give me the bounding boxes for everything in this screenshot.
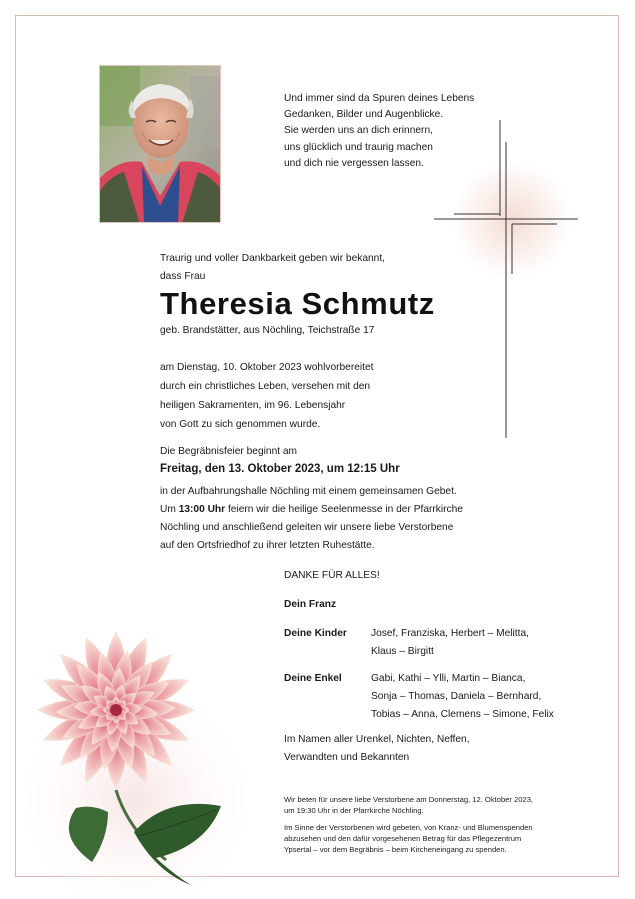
husband bbox=[284, 596, 336, 614]
donation-note bbox=[284, 822, 533, 856]
funeral-line: in der Aufbahrungshalle Nöchling mit einem gemeinsamen Gebet. bbox=[160, 486, 457, 497]
others-line: Im Namen aller Urenkel, Nichten, Neffen, bbox=[284, 734, 470, 745]
funeral-details bbox=[160, 483, 463, 555]
funeral-intro-line: Die Begräbnisfeier beginnt am bbox=[160, 446, 298, 457]
grandchildren-line: Sonja – Thomas, Daniela – Bernhard, bbox=[371, 690, 542, 702]
other-mourners bbox=[284, 731, 470, 767]
children-names bbox=[371, 625, 529, 661]
grandchildren-names bbox=[371, 670, 554, 723]
deceased-details bbox=[160, 322, 374, 340]
children-label: Deine Kinder bbox=[284, 628, 347, 639]
poem-line: Und immer sind da Spuren deines Lebens bbox=[284, 93, 475, 104]
children-line: Josef, Franziska, Herbert – Melitta, bbox=[371, 628, 529, 639]
grandchildren-line: Gabi, Kathi – Ylli, Martin – Bianca, bbox=[371, 673, 526, 684]
funeral-line: auf den Ortsfriedhof zu ihrer letzten Ruhestätte. bbox=[160, 540, 375, 551]
birth-name-address: geb. Brandstätter, aus Nöchling, Teichstraße 17 bbox=[160, 325, 375, 336]
grandchildren-row bbox=[284, 670, 604, 726]
others-line: Verwandten und Bekannten bbox=[284, 751, 410, 763]
husband-name: Dein Franz bbox=[284, 599, 337, 610]
announcement-intro bbox=[160, 250, 385, 286]
poem-line: Sie werden uns an dich erinnern, bbox=[284, 125, 433, 137]
poem-line: und dich nie vergessen lassen. bbox=[284, 157, 424, 169]
poem-line: uns glücklich und traurig machen bbox=[284, 141, 433, 153]
funeral-line bbox=[160, 501, 463, 519]
mass-time: 13:00 Uhr bbox=[178, 504, 226, 515]
cross-icon bbox=[430, 120, 580, 440]
death-line: durch ein christliches Leben, versehen mit den bbox=[160, 381, 371, 392]
funeral-line2-pre: Um bbox=[160, 504, 179, 515]
prayer-line: Wir beten für unsere liebe Verstorbene am Donnerstag, 12. Oktober 2023, bbox=[284, 795, 534, 804]
death-line: heiligen Sakramenten, im 96. Lebensjahr bbox=[160, 400, 346, 411]
children-row bbox=[284, 625, 584, 665]
dahlia-center bbox=[110, 704, 122, 716]
deceased-name: Theresia Schmutz bbox=[160, 286, 435, 321]
donation-line: Im Sinne der Verstorbenen wird gebeten, von Kranz- und Blumenspenden bbox=[284, 823, 533, 832]
grandchildren-line: Tobias – Anna, Clemens – Simone, Felix bbox=[371, 708, 554, 720]
intro-line: dass Frau bbox=[160, 270, 206, 282]
death-line: am Dienstag, 10. Oktober 2023 wohlvorbereitet bbox=[160, 362, 374, 373]
death-line: von Gott zu sich genommen wurde. bbox=[160, 419, 321, 430]
thanks-text: DANKE FÜR ALLES! bbox=[284, 570, 380, 581]
dahlia-flower-illustration bbox=[16, 600, 256, 890]
grandchildren-label: Deine Enkel bbox=[284, 673, 342, 684]
death-announcement bbox=[160, 358, 374, 434]
portrait-photo bbox=[99, 65, 221, 223]
donation-line: Ypsertal – vor dem Begräbnis – beim Kircheneingang zu spenden. bbox=[284, 845, 507, 855]
prayer-line: um 19:30 Uhr in der Pfarrkirche Nöchling. bbox=[284, 806, 424, 816]
funeral-intro bbox=[160, 443, 297, 461]
children-line: Klaus – Birgitt bbox=[371, 645, 434, 657]
intro-line: Traurig und voller Dankbarkeit geben wir bekannt, bbox=[160, 253, 386, 264]
donation-line: abzusehen und den dafür vorgesehenen Betrag für das Pflegezentrum bbox=[284, 834, 522, 844]
funeral-line2-post: feiern wir die heilige Seelenmesse in der Pfarrkirche bbox=[225, 504, 463, 515]
thanks bbox=[284, 567, 380, 585]
prayer-note bbox=[284, 794, 533, 816]
funeral-date: Freitag, den 13. Oktober 2023, um 12:15 Uhr bbox=[160, 463, 400, 475]
poem-line: Gedanken, Bilder und Augenblicke. bbox=[284, 109, 444, 121]
funeral-line: Nöchling und anschließend geleiten wir unsere liebe Verstorbene bbox=[160, 522, 454, 533]
